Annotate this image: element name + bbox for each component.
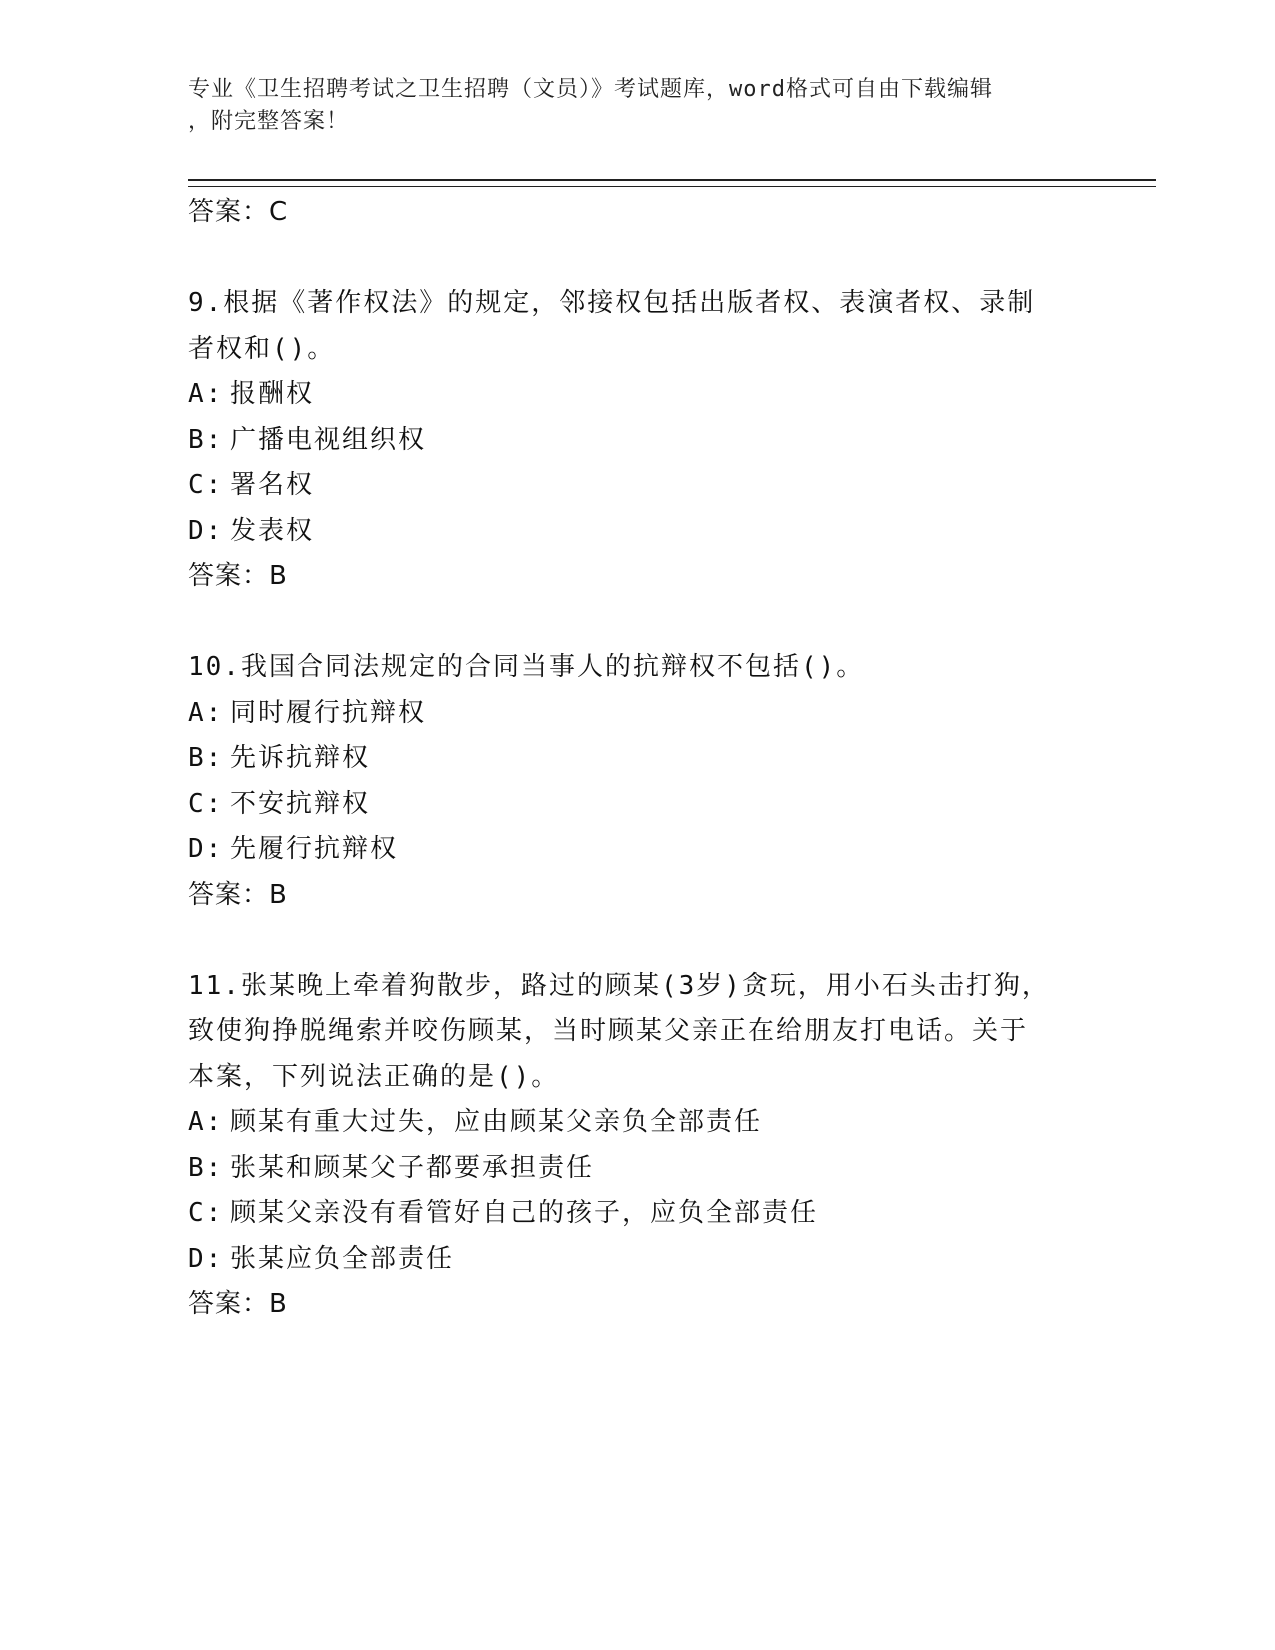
option-d [188,827,1088,873]
question-9 [188,281,1088,600]
question-stem-line: 本案，下列说法正确的是()。 [188,1061,560,1092]
header-line-2: ，附完整答案！ [188,109,350,134]
previous-answer: 答案：C [188,197,289,227]
option-key: C: [188,470,224,500]
question-list [188,190,1088,1328]
question-stem-line: 11.张某晚上牵着狗散步，路过的顾某(3岁)贪玩，用小石头击打狗， [188,970,1050,1001]
option-key: D: [188,515,224,546]
option-text: 不安抗辩权 [230,788,371,819]
option-text: 先诉抗辩权 [230,743,371,773]
option-b [188,736,1088,782]
option-key: B: [188,424,224,455]
question-10 [188,645,1088,918]
option-text: 同时履行抗辩权 [230,697,427,728]
option-text: 张某应负全部责任 [230,1243,455,1274]
question-stem-line: 10.我国合同法规定的合同当事人的抗辩权不包括()。 [188,652,865,682]
option-text: 先履行抗辩权 [230,834,399,864]
option-key: C: [188,1198,224,1228]
option-b [188,1146,1088,1192]
option-d [188,1237,1088,1283]
header-line-1: 专业《卫生招聘考试之卫生招聘（文员）》考试题库，word格式可自由下载编辑 [188,77,993,102]
option-text: 发表权 [230,515,315,546]
question-stem-line: 9.根据《著作权法》的规定，邻接权包括出版者权、表演者权、录制 [188,288,1036,318]
spacer [188,236,1088,282]
question-stem-line: 致使狗挣脱绳索并咬伤顾某，当时顾某父亲正在给朋友打电话。关于 [188,1016,1029,1046]
option-text: 广播电视组织权 [230,424,427,455]
option-key: D: [188,834,224,864]
option-a [188,1100,1088,1146]
option-key: A: [188,1107,224,1137]
option-key: C: [188,788,224,819]
option-key: B: [188,743,224,773]
option-a [188,691,1088,737]
option-c [188,782,1088,828]
spacer [188,918,1088,964]
option-text: 顾某有重大过失，应由顾某父亲负全部责任 [230,1107,763,1137]
option-b [188,418,1088,464]
option-text: 张某和顾某父子都要承担责任 [230,1152,595,1183]
answer: 答案：B [188,879,288,910]
header-divider [188,179,1156,187]
option-key: A: [188,379,224,409]
option-key: A: [188,697,224,728]
option-c [188,463,1088,509]
question-stem-line: 者权和()。 [188,333,336,364]
option-text: 顾某父亲没有看管好自己的孩子，应负全部责任 [230,1198,819,1228]
option-d [188,509,1088,555]
document-header [188,74,1088,138]
option-text: 报酬权 [230,379,315,409]
option-key: D: [188,1243,224,1274]
option-key: B: [188,1152,224,1183]
answer: 答案：B [188,561,288,591]
option-text: 署名权 [230,470,315,500]
spacer [188,600,1088,646]
option-c [188,1191,1088,1237]
option-a [188,372,1088,418]
answer: 答案：B [188,1289,288,1319]
question-11 [188,964,1088,1328]
